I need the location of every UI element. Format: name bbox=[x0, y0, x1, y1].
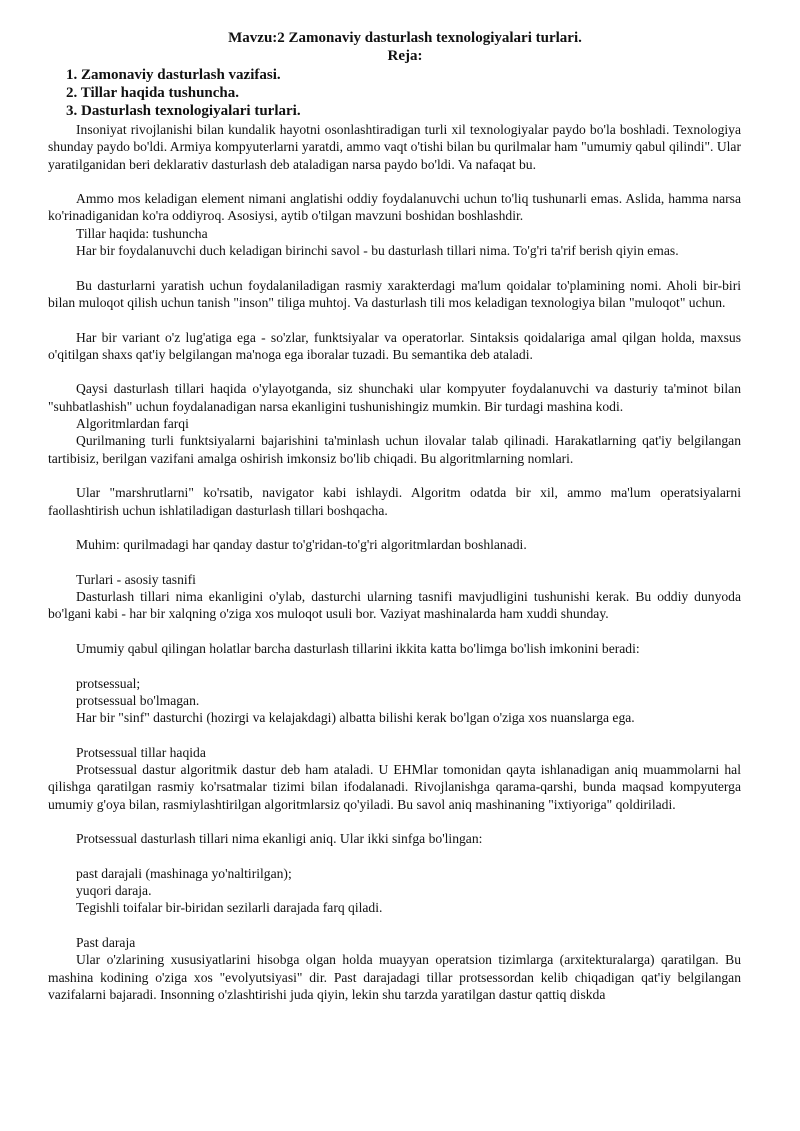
list-item: protsessual bo'lmagan. bbox=[76, 692, 200, 708]
paragraph: Bu dasturlarni yaratish uchun foydalaniladigan rasmiy xarakterdagi ma'lum qoidalar to'plamining nomi. Aholi bir-biri bilan muloqot qilish uchun tanish "inson" tiliga muhtoj. Va dasturlash tili mos keladigan texnologiya bilan "muloqot" uchun. bbox=[48, 277, 741, 310]
paragraph: Umumiy qabul qilingan holatlar barcha dasturlash tillarini ikkita katta bo'limga bo'lish imkonini beradi: bbox=[76, 640, 640, 656]
paragraph: Har bir variant o'z lug'atiga ega - so'zlar, funktsiyalar va operatorlar. Sintaksis qoidalariga amal qilgan holda, maxsus o'qitilgan shaxs qat'iy belgilangan ma'noga ega iboralar tuzadi. Bu semantika deb ataladi. bbox=[48, 329, 741, 362]
paragraph: Insoniyat rivojlanishi bilan kundalik hayotni osonlashtiradigan turli xil texnologiyalar paydo bo'la boshladi. Texnologiya shunday paydo bo'ldi. Armiya kompyuterlarni yaratdi, ammo vaqt o'tishi bilan bu qurilmalar ham "umumiy qabul qilindi". Ular yaratilganidan beri deklarativ dasturlash deb ataladigan narsa paydo bo'ldi. Va nafaqat bu. bbox=[48, 122, 741, 172]
paragraph: Qaysi dasturlash tillari haqida o'ylayotganda, siz shunchaki ular kompyuter foydalanuvchi va dasturiy ta'minot bilan "suhbatlashish" uchun foydalanadigan narsa ekanligini tushunishingiz mumkin. Bir turdagi mashina kodi. bbox=[48, 381, 741, 414]
paragraph: Ular "marshrutlarni" ko'rsatib, navigator kabi ishlaydi. Algoritm odatda bir xil, ammo ma'lum operatsiyalarni faollashtirish uchun ishlatiladigan dasturlash tillari boshqacha. bbox=[48, 485, 741, 518]
paragraph: Dasturlash tillari nima ekanligini o'ylab, dasturchi ularning tasnifi mavjudligini tushunishi kerak. Bu oddiy dunyoda bo'lgani kabi - har bir xalqning o'ziga xos muloqot usuli bor. Vaziyat mashinalarda ham xuddi shunday. bbox=[48, 589, 741, 622]
list-item: yuqori daraja. bbox=[76, 883, 152, 899]
plan-item: 1. Zamonaviy dasturlash vazifasi. bbox=[66, 67, 281, 83]
paragraph: Protsessual dastur algoritmik dastur deb ham ataladi. U EHMlar tomonidan qayta ishlanadigan aniq muammolarni hal qilishga qaratilgan rasmiy ko'rsatmalar tizimi bilan ifodalanadi. Rivojlanishga qarama-qarshi, bunda maqsad kompyuterga umumiy g'oya bilan, rasmiylashtirilgan algoritmlarsiz qo'yiladi. Bu savol aniq mashinaning "ixtiyoriga" qoldiriladi. bbox=[48, 761, 741, 812]
paragraph: Har bir foydalanuvchi duch keladigan birinchi savol - bu dasturlash tillari nima. To'g'ri ta'rif berish qiyin emas. bbox=[76, 243, 679, 259]
section-heading: Turlari - asosiy tasnifi bbox=[76, 571, 196, 587]
paragraph: Ammo mos keladigan element nimani anglatishi oddiy foydalanuvchi uchun to'liq tushunarli emas. Aslida, hamma narsa ko'rinadiganidan ko'ra oddiyroq. Asosiysi, aytib o'tilgan mavzuni boshidan boshlashdir. bbox=[48, 191, 741, 224]
section-heading: Protsessual tillar haqida bbox=[76, 744, 206, 760]
paragraph: Ular o'zlarining xususiyatlarini hisobga olgan holda muayyan operatsion tizimlarga (arxitekturalarga) qaratilgan. Bu mashina kodining o'ziga xos "evolyutsiyasi" dir. Past darajadagi tillar protsessordan kelib chiqadigan qat'iy belgilangan vazifalarni bajaradi. Insonning o'zlashtirishi juda qiyin, lekin shu tarzda yaratilgan dastur qattiq diskda bbox=[48, 952, 741, 1002]
paragraph: Muhim: qurilmadagi har qanday dastur to'g'ridan-to'g'ri algoritmlardan boshlanadi. bbox=[76, 537, 527, 553]
paragraph: Har bir "sinf" dasturchi (hozirgi va kelajakdagi) albatta bilishi kerak bo'lgan o'ziga xos nuanslarga ega. bbox=[76, 710, 635, 726]
paragraph: Protsessual dasturlash tillari nima ekanligi aniq. Ular ikki sinfga bo'lingan: bbox=[76, 831, 483, 847]
plan-item: 2. Tillar haqida tushuncha. bbox=[66, 85, 239, 102]
plan-list bbox=[66, 66, 301, 121]
paragraph: Tegishli toifalar bir-biridan sezilarli darajada farq qiladi. bbox=[76, 900, 383, 916]
section-heading: Past daraja bbox=[76, 934, 136, 950]
plan-item: 3. Dasturlash texnologiyalari turlari. bbox=[66, 103, 301, 120]
paragraph: Qurilmaning turli funktsiyalarni bajarishini ta'minlash uchun ilovalar talab qilinadi. Harakatlarning qat'iy belgilangan tartibisiz, berilgan vazifani amalga oshirish imkonsiz bo'lib chiqadi. Bu algoritmlarning nomlari. bbox=[48, 433, 741, 466]
document-body bbox=[48, 121, 741, 1003]
document-title: Mavzu:2 Zamonaviy dasturlash texnologiyalari turlari. bbox=[228, 30, 582, 46]
section-heading: Algoritmlardan farqi bbox=[76, 416, 189, 432]
plan-heading: Reja: bbox=[387, 48, 423, 64]
section-heading: Tillar haqida: tushuncha bbox=[76, 225, 208, 241]
list-item: past darajali (mashinaga yo'naltirilgan); bbox=[76, 865, 292, 881]
list-item: protsessual; bbox=[76, 675, 141, 691]
